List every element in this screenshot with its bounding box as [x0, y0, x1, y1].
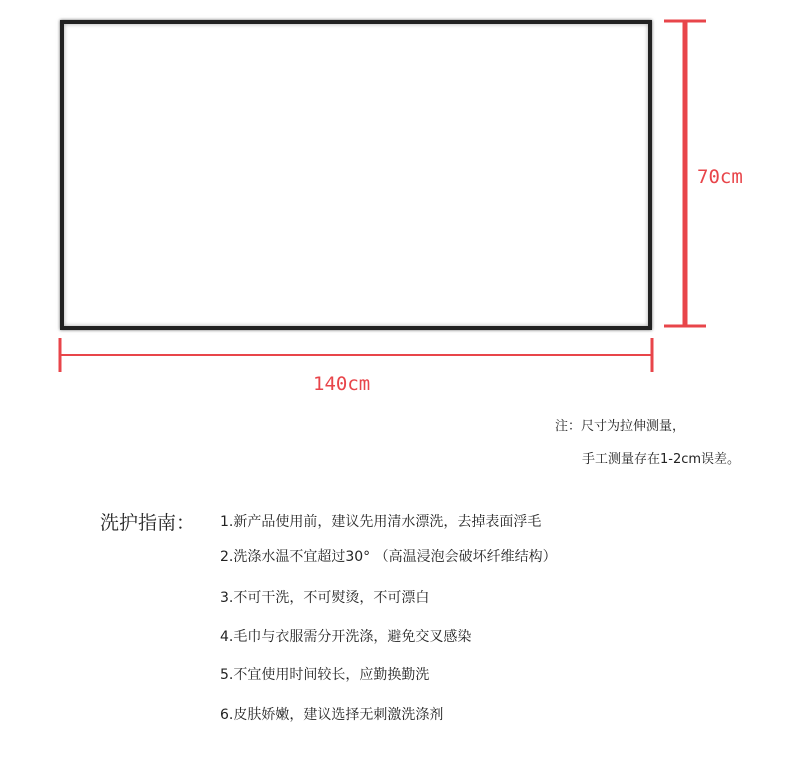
measurement-note-line-2: 手工测量存在1-2cm误差。	[582, 452, 741, 467]
care-item: 4.毛巾与衣服需分开洗涤，避免交叉感染	[220, 629, 472, 645]
care-item: 1.新产品使用前，建议先用清水漂洗，去掉表面浮毛	[220, 514, 542, 530]
care-item: 5.不宜使用时间较长，应勤换勤洗	[220, 667, 430, 683]
care-item: 6.皮肤娇嫩，建议选择无刺激洗涤剂	[220, 707, 444, 723]
width-label: 140cm	[313, 373, 371, 395]
care-item: 2.洗涤水温不宜超过30° （高温浸泡会破坏纤维结构）	[220, 549, 557, 565]
width-dimension-line	[60, 338, 652, 372]
height-label: 70cm	[697, 166, 743, 188]
care-guide-title: 洗护指南：	[100, 512, 196, 534]
measurement-note-line-1: 注：尺寸为拉伸测量，	[555, 419, 686, 434]
care-item: 3.不可干洗，不可熨烫，不可漂白	[220, 590, 430, 606]
